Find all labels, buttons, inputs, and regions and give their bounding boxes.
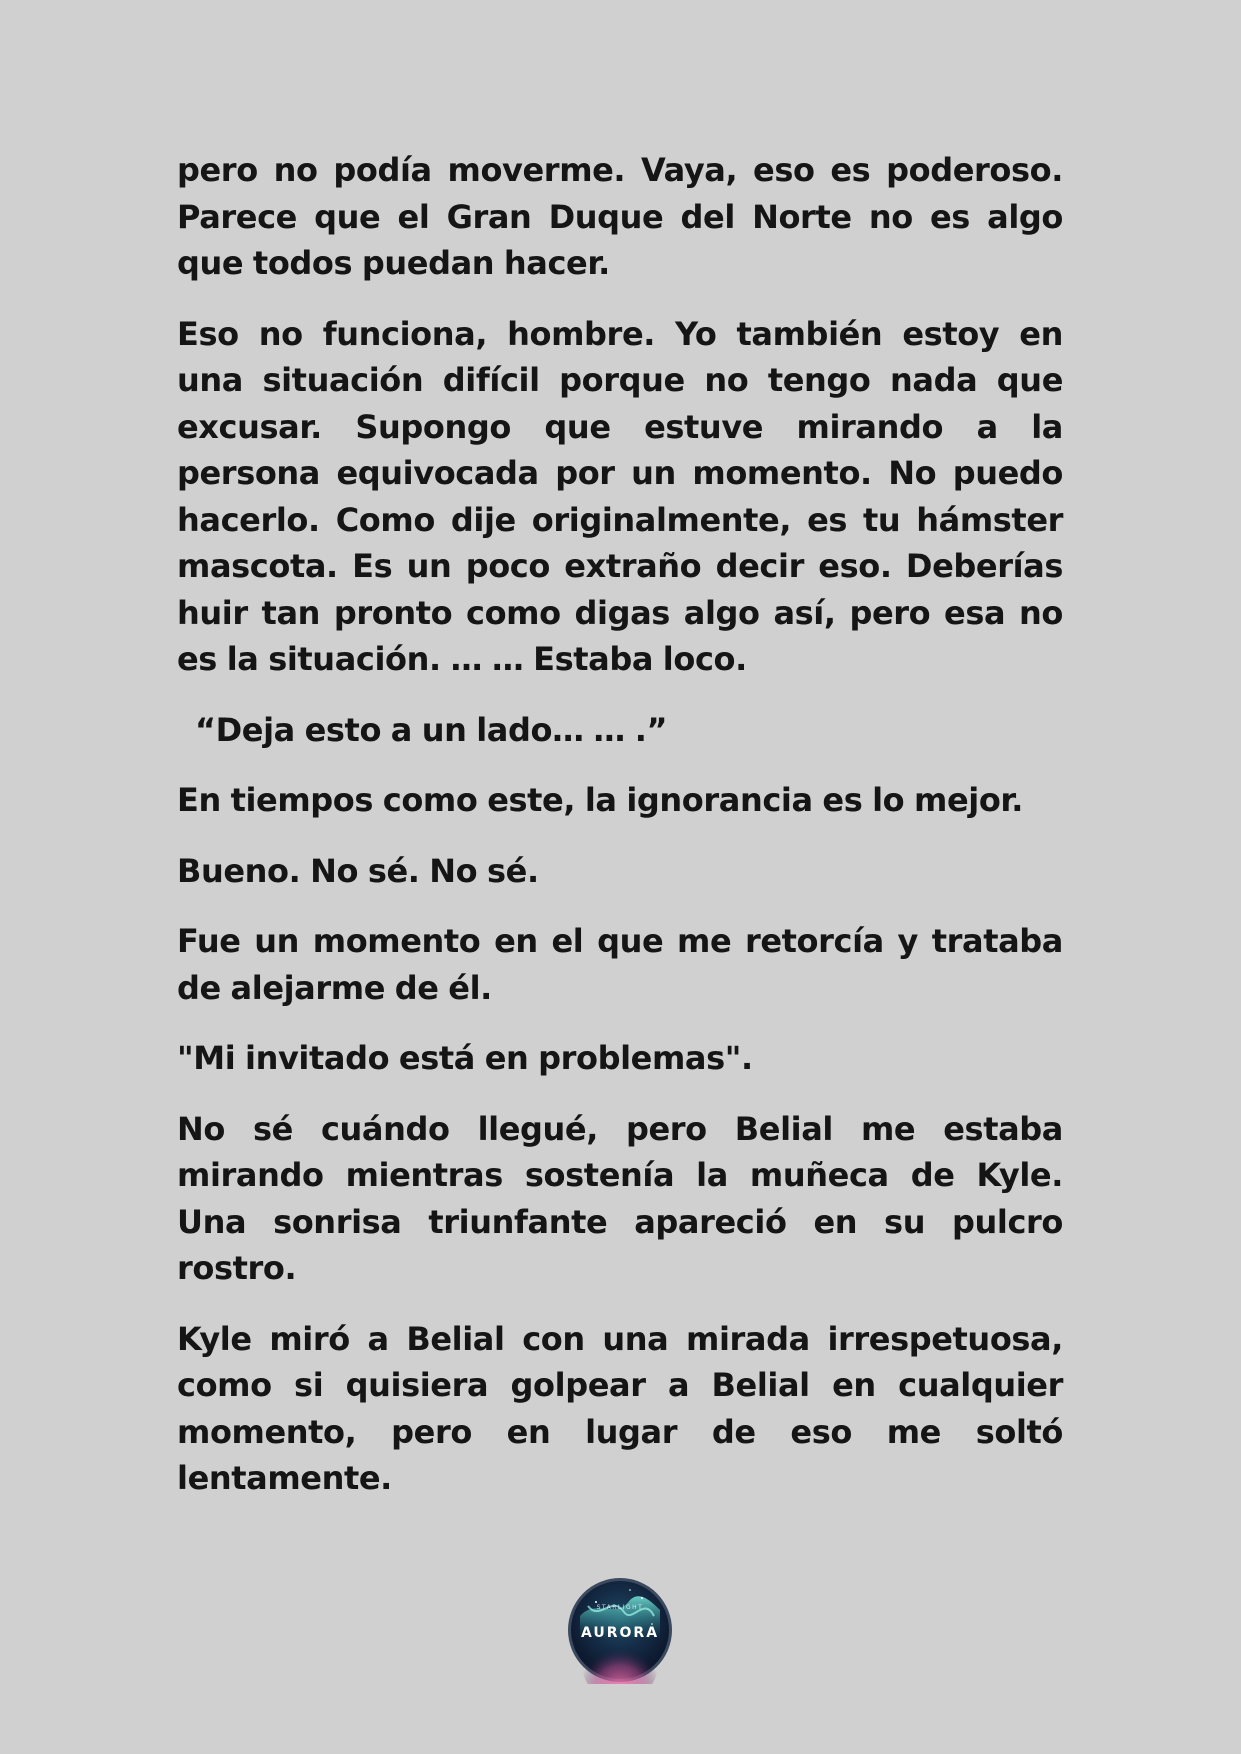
- aurora-logo-icon: [566, 1576, 674, 1684]
- paragraph-9: Kyle miró a Belial con una mirada irrespetuosa, como si quisiera golpear a Belial en cualquier momento, pero en lugar de eso me soltó lentamente.: [177, 1319, 1063, 1497]
- svg-text:AURORA: AURORA: [580, 1625, 660, 1641]
- paragraph-5: Bueno. No sé. No sé.: [177, 851, 539, 890]
- paragraph-3-dialogue: “Deja esto a un lado… … .”: [195, 710, 668, 749]
- paragraph-1: pero no podía moverme. Vaya, eso es poderoso. Parece que el Gran Duque del Norte no es algo que todos puedan hacer.: [177, 151, 1063, 282]
- svg-text:STARLIGHT: STARLIGHT: [596, 1604, 644, 1611]
- paragraph-4: En tiempos como este, la ignorancia es lo mejor.: [177, 781, 1023, 819]
- paragraph-8: No sé cuándo llegué, pero Belial me estaba mirando mientras sostenía la muñeca de Kyle. Una sonrisa triunfante apareció en su pulcro rostro.: [177, 1109, 1063, 1287]
- paragraph-6: Fue un momento en el que me retorcía y trataba de alejarme de él.: [177, 922, 1063, 1007]
- paragraph-7-dialogue: "Mi invitado está en problemas".: [177, 1039, 753, 1077]
- page-body: [177, 147, 1063, 1526]
- paragraph-2: Eso no funciona, hombre. Yo también estoy en una situación difícil porque no tengo nada que excusar. Supongo que estuve mirando a la persona equivocada por un momento. No puedo hacerlo. Como dije originalmente, es tu hámster mascota. Es un poco extraño decir eso. Deberías huir tan pronto como digas algo así, pero esa no es la situación. … … Estaba loco.: [177, 314, 1063, 678]
- aurora-logo: [566, 1576, 674, 1684]
